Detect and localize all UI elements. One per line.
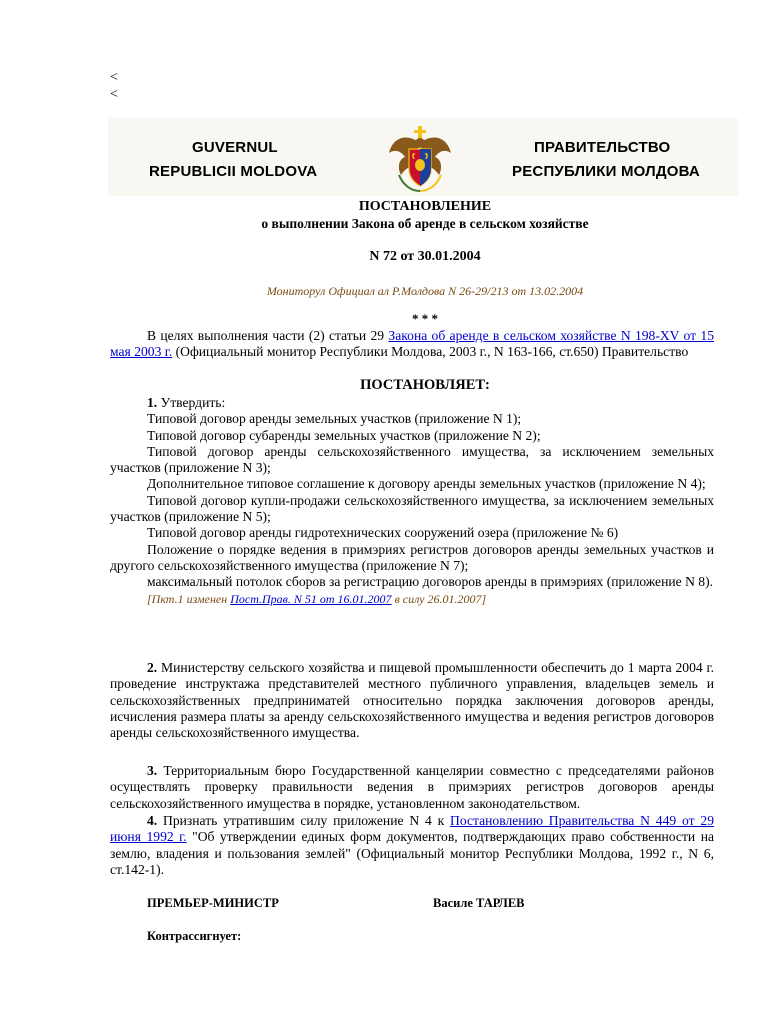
- item-3: [110, 763, 714, 812]
- item-1-line: Типовой договор аренды сельскохозяйственного имущества, за исключением земельных участков (приложение N 3);: [110, 443, 714, 476]
- header-right-line1: ПРАВИТЕЛЬСТВО: [534, 139, 671, 156]
- item-1-line: Дополнительное типовое соглашение к договору аренды земельных участков (приложение N 4);: [147, 476, 706, 492]
- decrees-heading: ПОСТАНОВЛЯЕТ:: [360, 377, 490, 393]
- header-left-line1: GUVERNUL: [192, 139, 278, 156]
- item-1-line: максимальный потолок сборов за регистрацию договоров аренды в примэриях (приложение N 8).: [147, 574, 714, 590]
- item-1: [110, 395, 714, 607]
- amendment-note: [110, 591, 714, 607]
- preamble: [110, 328, 714, 361]
- item-1-line: Типовой договор субаренды земельных участков (приложение N 2);: [147, 427, 541, 443]
- header-right-line2: РЕСПУБЛИКИ МОЛДОВА: [512, 163, 700, 180]
- amendment-pre: [Пкт.1 изменен: [147, 591, 231, 606]
- preamble-text-1: В целях выполнения части (2) статьи 29: [147, 328, 389, 343]
- stars-separator: * * *: [412, 311, 438, 326]
- signature-name: Василе ТАРЛЕВ: [433, 896, 525, 910]
- doc-subject: о выполнении Закона об аренде в сельском хозяйстве: [261, 216, 589, 231]
- item-1-line: Типовой договор купли-продажи сельскохозяйственного имущества, за исключением земельных участков (приложение N 5);: [110, 492, 714, 525]
- preamble-text-2: (Официальный монитор Республики Молдова, 2003 г., N 163-166, ст.650) Правительство: [172, 344, 689, 360]
- countersign-label: Контрассигнует:: [147, 929, 242, 943]
- item-4: [110, 813, 714, 878]
- top-mark-2: <: [110, 87, 118, 102]
- amendment-link[interactable]: Пост.Прав. N 51 от 16.01.2007: [230, 591, 392, 606]
- item-1-line: Типовой договор аренды гидротехнических сооружений озера (приложение № 6): [147, 525, 619, 541]
- item-2-text: Министерству сельского хозяйства и пищевой промышленности обеспечить до 1 марта 2004 г. проведение инструктажа представителей местного публичного управления, владельцев земель и сельскохозяйственных предприниматей относительно порядка заключения договоров аренды, исчисления размера платы за аренду сельскохозяйственного имущества и ведения регистров договоров аренды сельскохозяйственного имущества.: [110, 660, 714, 741]
- top-mark-1: <: [110, 70, 118, 85]
- coat-of-arms-emblem: [385, 123, 455, 195]
- item-4-text-2: "Об утверждении единых форм документов, подтверждающих право собственности на землю, владения и пользования землей" (Официальный монитор Республики Молдова, 1992 г., N 6, ст.142-1).: [110, 829, 714, 877]
- resolution-link[interactable]: Постановлению Правительства N 449 от 29 июня 1992 г.: [110, 813, 714, 845]
- item-1-heading: Утвердить:: [157, 395, 226, 410]
- doc-type: ПОСТАНОВЛЕНИЕ: [358, 199, 492, 214]
- monitor-reference: Мониторул Официал ал Р.Молдова N 26-29/213 от 13.02.2004: [266, 284, 584, 298]
- item-3-text: Территориальным бюро Государственной канцелярии совместно с председателями районов осуществлять проверку правильности ведения в примэриях регистров договоров аренды сельскохозяйственного имущества в порядке, установленном законодательством.: [110, 763, 714, 811]
- item-2: [110, 660, 714, 741]
- header-left-line2: REPUBLICII MOLDOVA: [149, 163, 318, 180]
- signature-title: ПРЕМЬЕР-МИНИСТР: [147, 896, 279, 910]
- item-3-number: 3.: [147, 763, 158, 778]
- item-1-number: 1.: [147, 395, 158, 410]
- item-1-line: Типовой договор аренды земельных участков (приложение N 1);: [147, 411, 522, 427]
- doc-number: N 72 от 30.01.2004: [369, 249, 481, 264]
- amendment-post: в силу 26.01.2007]: [391, 591, 487, 606]
- item-2-number: 2.: [147, 660, 158, 675]
- item-4-text-1: Признать утратившим силу приложение N 4 к: [157, 813, 451, 828]
- item-4-number: 4.: [147, 813, 158, 828]
- law-link[interactable]: Закона об аренде в сельском хозяйстве N 198-XV от 15 мая 2003 г.: [110, 328, 714, 360]
- item-1-line: Положение о порядке ведения в примэриях регистров договоров аренды земельных участков и другого сельскохозяйственного имущества (приложение N 7);: [110, 541, 714, 573]
